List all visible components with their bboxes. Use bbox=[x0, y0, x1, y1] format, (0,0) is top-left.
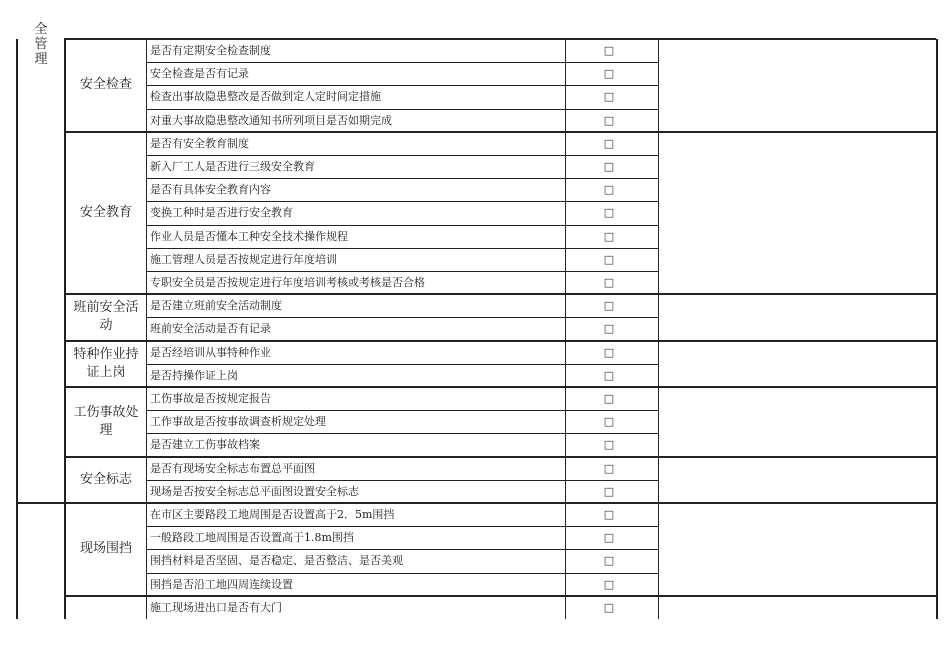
grid-line-h bbox=[146, 364, 565, 365]
checklist-item-text: 变换工种时是否进行安全教育 bbox=[150, 206, 293, 220]
checklist-item-text: 作业人员是否懂本工种安全技术操作规程 bbox=[150, 229, 348, 243]
grid-line-h bbox=[146, 317, 565, 318]
checkbox[interactable]: □ bbox=[603, 229, 615, 243]
checkbox[interactable]: □ bbox=[603, 554, 615, 568]
checkbox[interactable]: □ bbox=[603, 577, 615, 591]
grid-line-h bbox=[64, 502, 936, 504]
category-label bbox=[66, 471, 146, 489]
grid-line-h bbox=[64, 386, 936, 388]
checklist-item-text: 检查出事故隐患整改是否做到定人定时间定措施 bbox=[150, 90, 381, 104]
checklist-item-text: 一般路段工地周围是否设置高于1.8m围挡 bbox=[150, 531, 354, 545]
checklist-item-text: 是否建立工伤事故档案 bbox=[150, 438, 260, 452]
section-label-char: 理 bbox=[34, 52, 48, 67]
checkbox[interactable]: □ bbox=[603, 90, 615, 104]
checkbox[interactable]: □ bbox=[603, 67, 615, 81]
checklist-item-text: 围挡材料是否坚固、是否稳定、是否整洁、是否美观 bbox=[150, 554, 403, 568]
grid-line-h bbox=[146, 573, 565, 574]
grid-line-h bbox=[565, 62, 658, 63]
grid-line-v bbox=[565, 39, 566, 619]
grid-line-h bbox=[565, 271, 658, 272]
category-label-line: 证上岗 bbox=[86, 364, 126, 380]
checkbox[interactable]: □ bbox=[603, 136, 615, 150]
checklist-item-text: 是否有具体安全教育内容 bbox=[150, 183, 271, 197]
grid-line-h bbox=[565, 549, 658, 550]
category-label-line: 工伤事故处 bbox=[73, 404, 139, 420]
grid-line-h bbox=[565, 178, 658, 179]
checkbox[interactable]: □ bbox=[603, 206, 615, 220]
checkbox[interactable]: □ bbox=[603, 183, 615, 197]
grid-line-h bbox=[146, 480, 565, 481]
checkbox[interactable]: □ bbox=[603, 415, 615, 429]
category-label-line: 理 bbox=[99, 422, 113, 438]
checkbox[interactable]: □ bbox=[603, 392, 615, 405]
grid-line-h bbox=[146, 178, 565, 179]
grid-line-v bbox=[936, 39, 938, 619]
grid-line-h bbox=[146, 433, 565, 434]
section-label-char: 管 bbox=[34, 37, 48, 52]
grid-line-h bbox=[146, 155, 565, 156]
checkbox[interactable]: □ bbox=[603, 461, 615, 475]
grid-line-h bbox=[146, 549, 565, 550]
section-label bbox=[28, 22, 54, 67]
grid-line-h bbox=[565, 364, 658, 365]
category-label-line: 现场围挡 bbox=[79, 541, 132, 557]
checkbox[interactable]: □ bbox=[603, 508, 615, 521]
category-label-line: 安全检查 bbox=[79, 77, 132, 93]
checkbox[interactable]: □ bbox=[603, 368, 615, 382]
grid-line-h bbox=[146, 410, 565, 411]
grid-line-h bbox=[565, 410, 658, 411]
grid-line-h bbox=[565, 480, 658, 481]
grid-line-h bbox=[64, 340, 936, 342]
checklist-item-text: 现场是否按安全标志总平面图设置安全标志 bbox=[150, 484, 359, 498]
grid-line-h bbox=[16, 502, 64, 504]
category-label bbox=[66, 404, 146, 440]
checkbox[interactable]: □ bbox=[603, 113, 615, 127]
grid-line-h bbox=[565, 317, 658, 318]
grid-line-h bbox=[146, 109, 565, 110]
checklist-item-text: 是否经培训从事特种作业 bbox=[150, 345, 271, 359]
grid-line-h bbox=[565, 155, 658, 156]
checkbox[interactable]: □ bbox=[603, 299, 615, 313]
grid-line-h bbox=[565, 201, 658, 202]
checkbox[interactable]: □ bbox=[603, 531, 615, 545]
checklist-item-text: 专职安全员是否按规定进行年度培训考核或考核是否合格 bbox=[150, 276, 425, 289]
checklist-item-text: 在市区主要路段工地周围是否设置高于2．5m围挡 bbox=[150, 508, 395, 521]
grid-line-h bbox=[565, 573, 658, 574]
checklist-item-text: 是否有现场安全标志布置总平面图 bbox=[150, 461, 315, 475]
category-label-line: 特种作业持 bbox=[73, 346, 139, 362]
grid-line-h bbox=[64, 456, 936, 458]
grid-line-h bbox=[64, 293, 936, 295]
checklist-item-text: 施工管理人员是否按规定进行年度培训 bbox=[150, 252, 337, 266]
grid-line-h bbox=[146, 62, 565, 63]
grid-line-h bbox=[565, 526, 658, 527]
section-label-char: 全 bbox=[34, 22, 48, 37]
checkbox[interactable]: □ bbox=[603, 252, 615, 266]
grid-line-h bbox=[64, 38, 936, 40]
checklist-item-text: 工作事故是否按事故调查析规定处理 bbox=[150, 415, 326, 429]
grid-line-h bbox=[565, 85, 658, 86]
grid-line-h bbox=[64, 131, 936, 133]
checklist-item-text: 是否有安全教育制度 bbox=[150, 136, 249, 150]
category-label bbox=[66, 299, 146, 335]
category-label bbox=[66, 76, 146, 94]
category-label bbox=[66, 204, 146, 222]
category-label-line: 安全标志 bbox=[79, 471, 132, 487]
checklist-item-text: 安全检查是否有记录 bbox=[150, 67, 249, 81]
grid-line-v bbox=[16, 39, 18, 619]
checklist-item-text: 围挡是否沿工地四周连续设置 bbox=[150, 577, 293, 591]
grid-line-h bbox=[146, 85, 565, 86]
grid-line-v bbox=[146, 39, 147, 619]
checkbox[interactable]: □ bbox=[603, 600, 615, 614]
checkbox[interactable]: □ bbox=[603, 160, 615, 173]
grid-line-h bbox=[146, 225, 565, 226]
checkbox[interactable]: □ bbox=[603, 276, 615, 289]
checklist-item-text: 是否建立班前安全活动制度 bbox=[150, 299, 282, 313]
grid-line-h bbox=[146, 248, 565, 249]
grid-line-h bbox=[146, 271, 565, 272]
grid-line-h bbox=[565, 433, 658, 434]
checklist-item-text: 对重大事故隐患整改通知书所列项目是否如期完成 bbox=[150, 113, 392, 127]
grid-line-h bbox=[565, 109, 658, 110]
checkbox[interactable]: □ bbox=[603, 44, 615, 57]
grid-line-h bbox=[64, 595, 936, 597]
category-label-line: 安全教育 bbox=[79, 205, 132, 220]
checkbox[interactable]: □ bbox=[603, 322, 615, 336]
checkbox[interactable]: □ bbox=[603, 484, 615, 498]
category-label bbox=[66, 346, 146, 382]
checkbox[interactable]: □ bbox=[603, 438, 615, 452]
grid-line-h bbox=[146, 526, 565, 527]
grid-line-h bbox=[565, 248, 658, 249]
checklist-item-text: 工伤事故是否按规定报告 bbox=[150, 392, 271, 405]
checklist-item-text: 班前安全活动是否有记录 bbox=[150, 322, 271, 336]
checklist-item-text: 是否持操作证上岗 bbox=[150, 368, 238, 382]
checklist-item-text: 新入厂工人是否进行三级安全教育 bbox=[150, 160, 315, 173]
category-label-line: 班前安全活 bbox=[73, 300, 139, 316]
checklist-item-text: 施工现场进出口是否有大门 bbox=[150, 600, 282, 614]
grid-line-v bbox=[658, 39, 659, 619]
grid-line-v bbox=[64, 39, 66, 619]
checklist-item-text: 是否有定期安全检查制度 bbox=[150, 44, 271, 57]
grid-line-h bbox=[146, 201, 565, 202]
grid-line-h bbox=[565, 225, 658, 226]
category-label-line: 动 bbox=[99, 318, 113, 334]
category-label bbox=[66, 540, 146, 558]
checkbox[interactable]: □ bbox=[603, 345, 615, 359]
